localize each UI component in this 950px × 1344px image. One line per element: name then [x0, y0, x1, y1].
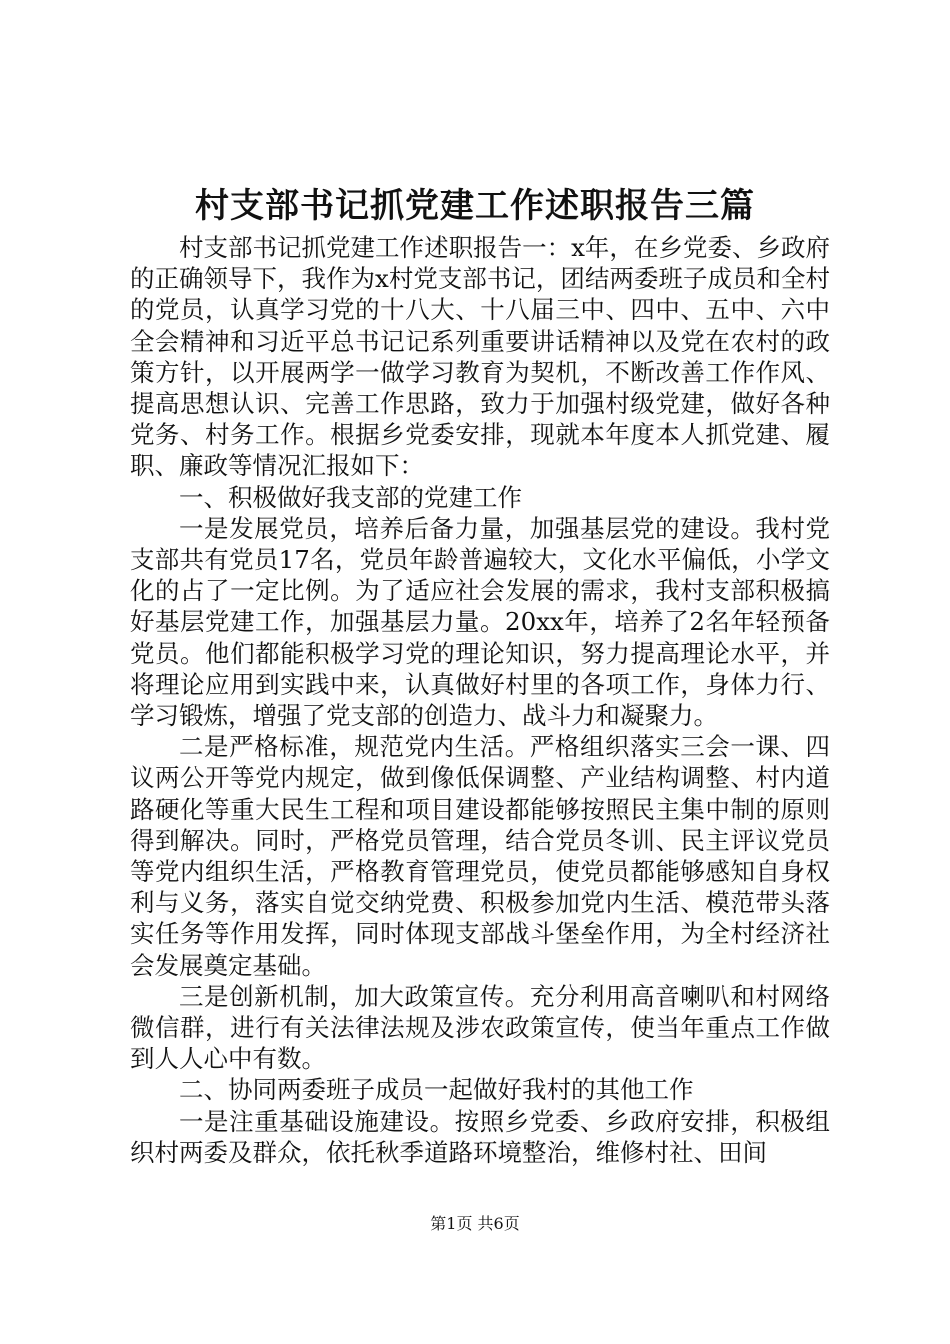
page-indicator: 第1页 共6页 — [430, 1214, 520, 1233]
paragraph-infrastructure: 一是注重基础设施建设。按照乡党委、乡政府安排，积极组织村两委及群众，依托秋季道路环境整治，维修村社、田间 — [130, 1106, 830, 1167]
paragraph-party-life: 二是严格标准，规范党内生活。严格组织落实三会一课、四议两公开等党内规定，做到像低保调整、产业结构调整、村内道路硬化等重大民生工程和项目建设都能够按照民主集中制的原则得到解决。同时，严格党员管理，结合党员冬训、民主评议党员等党内组织生活，严格教育管理党员，使党员都能够感知自身权利与义务，落实自觉交纳党费、积极参加党内生活、模范带头落实任务等作用发挥，同时体现支部战斗堡垒作用，为全村经济社会发展奠定基础。 — [130, 732, 830, 980]
paragraph-party-members: 一是发展党员，培养后备力量，加强基层党的建设。我村党支部共有党员17名，党员年龄普遍较大，文化水平偏低，小学文化的占了一定比例。为了适应社会发展的需求，我村支部积极搞好基层党建工作，加强基层力量。20xx年，培养了2名年轻预备党员。他们都能积极学习党的理论知识，努力提高理论水平，并将理论应用到实践中来，认真做好村里的各项工作，身体力行、学习锻炼，增强了党支部的创造力、战斗力和凝聚力。 — [130, 513, 830, 731]
paragraph-intro: 村支部书记抓党建工作述职报告一：x年，在乡党委、乡政府的正确领导下，我作为x村党支部书记，团结两委班子成员和全村的党员，认真学习党的十八大、十八届三中、四中、五中、六中全会精神和习近平总书记记系列重要讲话精神以及党在农村的政策方针，以开展两学一做学习教育为契机，不断改善工作作风、提高思想认识、完善工作思路，致力于加强村级党建，做好各种党务、村务工作。根据乡党委安排，现就本年度本人抓党建、履职、廉政等情况汇报如下： — [130, 233, 830, 481]
section-heading-2: 二、协同两委班子成员一起做好我村的其他工作 — [179, 1075, 694, 1105]
paragraph-policy-publicity: 三是创新机制，加大政策宣传。充分利用高音喇叭和村网络微信群，进行有关法律法规及涉农政策宣传，使当年重点工作做到人人心中有数。 — [130, 981, 830, 1074]
document-body — [130, 232, 830, 1168]
document-title: 村支部书记抓党建工作述职报告三篇 — [195, 186, 755, 226]
section-heading-1: 一、积极做好我支部的党建工作 — [179, 482, 522, 512]
